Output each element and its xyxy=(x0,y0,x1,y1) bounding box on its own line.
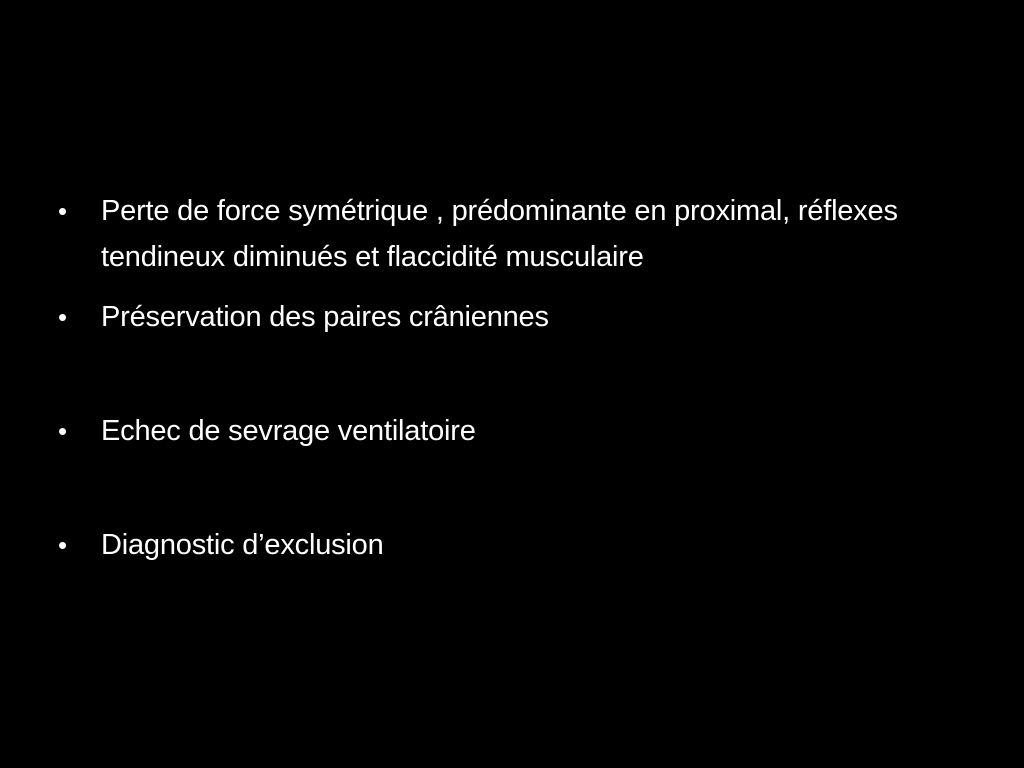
bullet-text: Perte de force symétrique , prédominante en proximal, réflexes tendineux diminués et flaccidité musculaire xyxy=(101,195,898,273)
bullet-dot-icon: • xyxy=(58,196,67,226)
bullet-item xyxy=(58,188,958,280)
bullet-list xyxy=(58,188,958,568)
bullet-dot-icon: • xyxy=(58,302,67,332)
bullet-dot-icon: • xyxy=(58,416,67,446)
bullet-item xyxy=(58,522,958,568)
bullet-text: Préservation des paires crâniennes xyxy=(101,301,549,333)
bullet-item xyxy=(58,408,958,454)
bullet-dot-icon: • xyxy=(58,530,67,560)
bullet-text: Echec de sevrage ventilatoire xyxy=(101,415,476,447)
bullet-item xyxy=(58,294,958,340)
bullet-text: Diagnostic d’exclusion xyxy=(101,529,384,561)
